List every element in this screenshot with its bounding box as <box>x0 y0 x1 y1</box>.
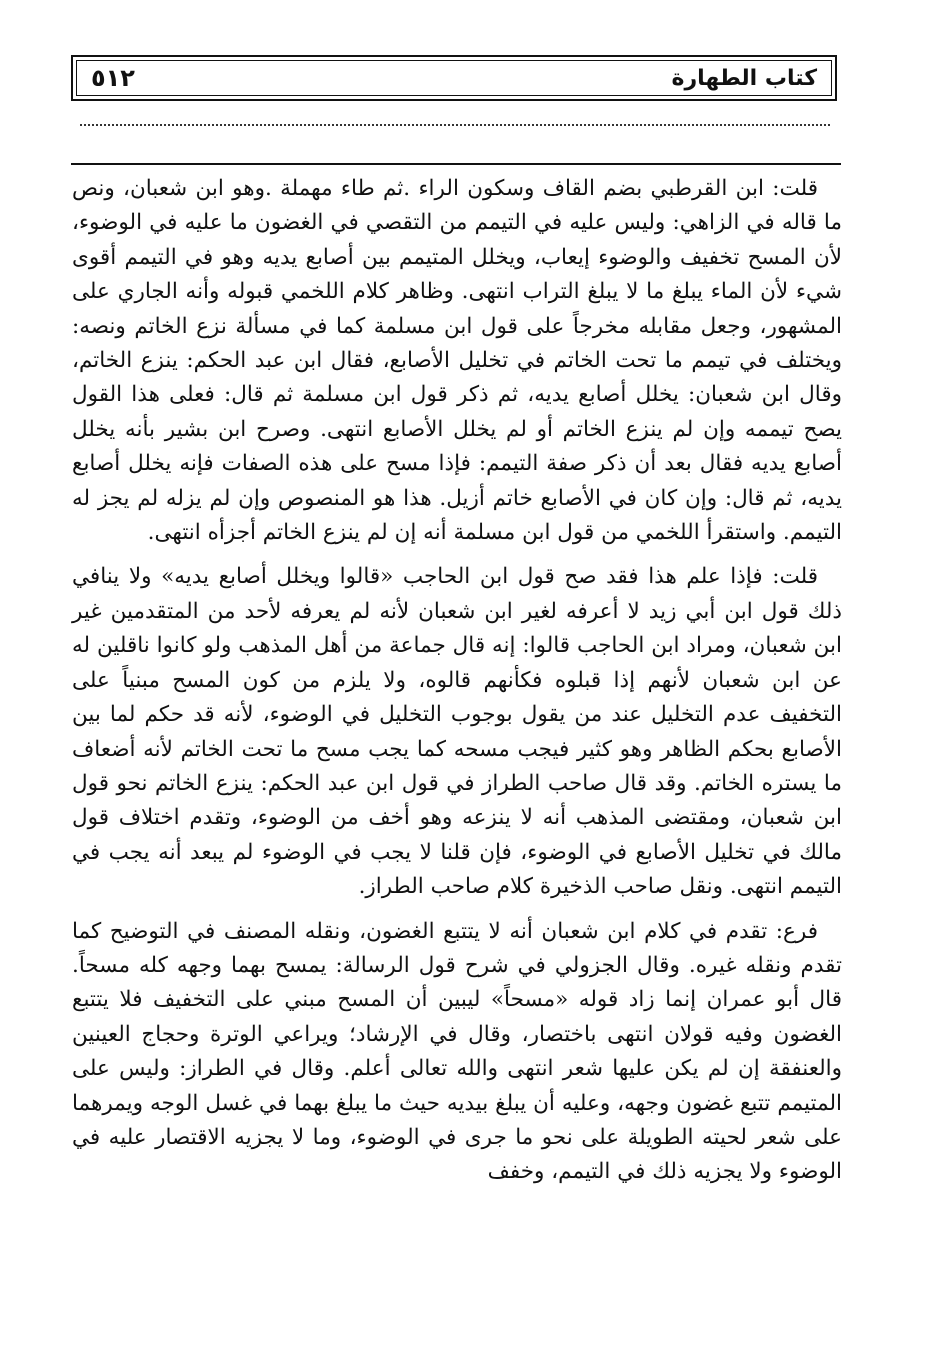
book-title: كتاب الطهارة <box>671 65 817 91</box>
paragraph: قلت: ابن القرطبي بضم القاف وسكون الراء .ثم طاء مهملة .وهو ابن شعبان، ونص ما قاله في الزاهي: وليس عليه في التيمم من التقصي في الغضون ما عليه في الوضوء، لأن المسح تخفيف والوضوء إيعاب، ويخلل المتيمم بين أصابع يديه وهو في التيمم أقوى شيء لأن الماء يبلغ ما لا يبلغ التراب انتهى. وظاهر كلام اللخمي قبوله وأنه الجاري على المشهور، وجعل مقابله مخرجاً على قول ابن مسلمة كما في مسألة نزع الخاتم ونصه: ويختلف في تيمم ما تحت الخاتم في تخليل الأصابع، فقال ابن عبد الحكم: ينزع الخاتم، وقال ابن شعبان: يخلل أصابع يديه، ثم ذكر قول ابن مسلمة ثم قال: فعلى هذا القول يصح تيممه وإن لم ينزع الخاتم أو لم يخلل الأصابع انتهى. وصرح ابن بشير بأنه يخلل أصابع يديه فقال بعد أن ذكر صفة التيمم: فإذا مسح على هذه الصفات فإنه يخلل أصابع يديه، ثم قال: وإن كان في الأصابع خاتم أزيل. هذا هو المنصوص وإن لم يزله لم يجز له التيمم. واستقرأ اللخمي من قول ابن مسلمة أنه إن لم ينزع الخاتم أجزأه انتهى. <box>72 176 842 546</box>
header-rule <box>71 163 841 165</box>
page-number: ٥١٢ <box>91 64 135 92</box>
paragraph: فرع: تقدم في كلام ابن شعبان أنه لا يتتبع الغضون، ونقله المصنف في التوضيح كما تقدم ونقله غيره. وقال الجزولي في شرح قول الرسالة: يمسح بهما وجهه كله مسحاً. قال أبو عمران إنما زاد قوله «مسحاً» ليبين أن المسح مبني على التخفيف فلا يتتبع الغضون وفيه قولان انتهى باختصار، وقال في الإرشاد؛ ويراعي الوترة وحجاج العينين والعنفقة إن لم يكن عليها شعر انتهى والله تعالى أعلم. وقال في الطراز: وليس على المتيمم تتبع غضون وجهه، وعليه أن يبلغ بيديه حيث ما يبلغ بهما في غسل الوجه ويمرهما على شعر لحيته الطويلة على نحو ما جرى في الوضوء، وما لا يجزيه الاقتصار عليه في الوضوء ولا يجزيه ذلك في التيمم، وخفف <box>72 918 842 1185</box>
dotted-separator <box>80 124 830 126</box>
page-body <box>72 172 842 1190</box>
paragraph: قلت: فإذا علم هذا فقد صح قول ابن الحاجب «قالوا ويخلل أصابع يديه» ولا ينافي ذلك قول ابن أبي زيد لا أعرفه لغير ابن شعبان لأنه لم يعرفه لأحد من المتقدمين غير ابن شعبان، ومراد ابن الحاجب قالوا: إنه قال جماعة من أهل المذهب ولو كانوا ناقلين له عن ابن شعبان لأنهم إذا قبلوه فكأنهم قالوه، ولا يلزم من كون المسح مبنياً على التخفيف عدم التخليل عند من يقول بوجوب التخليل في الوضوء، لأنه قد حكم لما بين الأصابع بحكم الظاهر وهو كثير فيجب مسحه كما يجب مسح ما تحت الخاتم لأنه أضعاف ما يستره الخاتم. وقد قال صاحب الطراز في قول ابن عبد الحكم: ينزع الخاتم نحو قول ابن شعبان، ومقتضى المذهب أنه لا ينزعه وهو أخف من الوضوء، وتقدم اختلاف قول مالك في تخليل الأصابع في الوضوء، فإن قلنا لا يجب في الوضوء لم يبعد أنه يجب في التيمم انتهى. ونقل صاحب الذخيرة كلام صاحب الطراز. <box>72 564 842 900</box>
running-header <box>71 55 837 101</box>
